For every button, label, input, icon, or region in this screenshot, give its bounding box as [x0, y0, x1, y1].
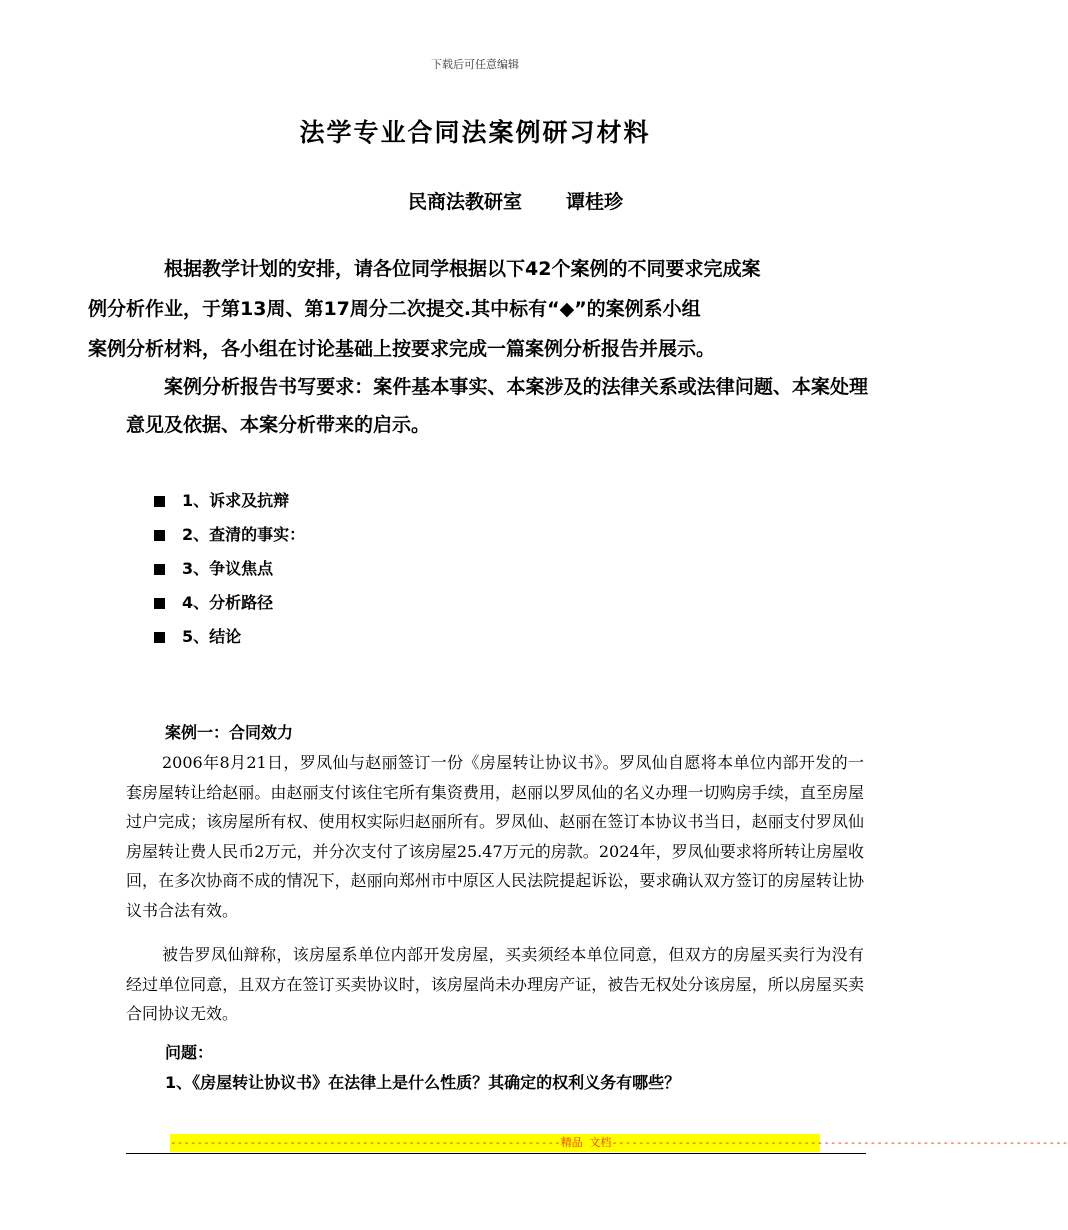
- case-paragraph-1: 2006年8月21日，罗凤仙与赵丽签订一份《房屋转让协议书》。罗凤仙自愿将本单位内部开发的一套房屋转让给赵丽。由赵丽支付该住宅所有集资费用，赵丽以罗凤仙的名义办理一切购房手续，直至房屋过户完成；该房屋所有权、使用权实际归赵丽所有。罗凤仙、赵丽在签订本协议书当日，赵丽支付罗凤仙房屋转让费人民币2万元，并分次支付了该房屋25.47万元的房款。2024年，罗凤仙要求将所转让房屋收回，在多次协商不成的情况下，赵丽向郑州市中原区人民法院提起诉讼，要求确认双方签订的房屋转让协议书合法有效。: [126, 753, 864, 920]
- intro-section: [88, 250, 868, 444]
- footer-divider: [126, 1153, 866, 1154]
- question-label: 问题：: [165, 1043, 214, 1062]
- author-department: 民商法教研室: [408, 191, 523, 213]
- outline-item: 2、查清的事实：: [154, 518, 305, 552]
- square-bullet-icon: [154, 598, 165, 609]
- square-bullet-icon: [154, 564, 165, 575]
- author-name: 谭桂珍: [566, 191, 624, 213]
- case-heading: 案例一：合同效力: [165, 723, 294, 742]
- document-title: 法学专业合同法案例研习材料: [299, 118, 651, 147]
- outline-item: 5、结论: [154, 620, 305, 654]
- outline-item: 1、诉求及抗辩: [154, 484, 305, 518]
- intro-paragraph-2: 案例分析报告书写要求：案件基本事实、本案涉及的法律关系或法律问题、本案处理意见及依据、本案分析带来的启示。: [126, 376, 868, 436]
- square-bullet-icon: [154, 632, 165, 643]
- analysis-outline-list: [154, 484, 305, 654]
- intro-line-2: 例分析作业，于第13周、第17周分二次提交.其中标有“◆”的案例系小组: [88, 298, 701, 320]
- question-1: 1、《房屋转让协议书》在法律上是什么性质？其确定的权利义务有哪些？: [165, 1073, 681, 1092]
- author-line: [408, 187, 623, 214]
- case-defense: [126, 940, 864, 1029]
- case-paragraph-2: 被告罗凤仙辩称，该房屋系单位内部开发房屋，买卖须经本单位同意，但双方的房屋买卖行为没有经过单位同意，且双方在签订买卖协议时，该房屋尚未办理房产证，被告无权处分该房屋，所以房屋买卖合同协议无效。: [126, 945, 864, 1023]
- case-facts: [126, 748, 864, 925]
- outline-item: 3、争议焦点: [154, 552, 305, 586]
- outline-item: 4、分析路径: [154, 586, 305, 620]
- intro-paragraph-1: [88, 250, 868, 368]
- square-bullet-icon: [154, 496, 165, 507]
- footer-banner: -----------------------------------------------------------精品 文档---------------------------------------------------------------------: [170, 1134, 820, 1152]
- intro-line-3: 案例分析材料，各小组在讨论基础上按要求完成一篇案例分析报告并展示。: [88, 338, 716, 360]
- intro-line-1: 根据教学计划的安排，请各位同学根据以下42个案例的不同要求完成案: [164, 258, 761, 280]
- page-header: 下载后可任意编辑: [431, 58, 519, 71]
- square-bullet-icon: [154, 530, 165, 541]
